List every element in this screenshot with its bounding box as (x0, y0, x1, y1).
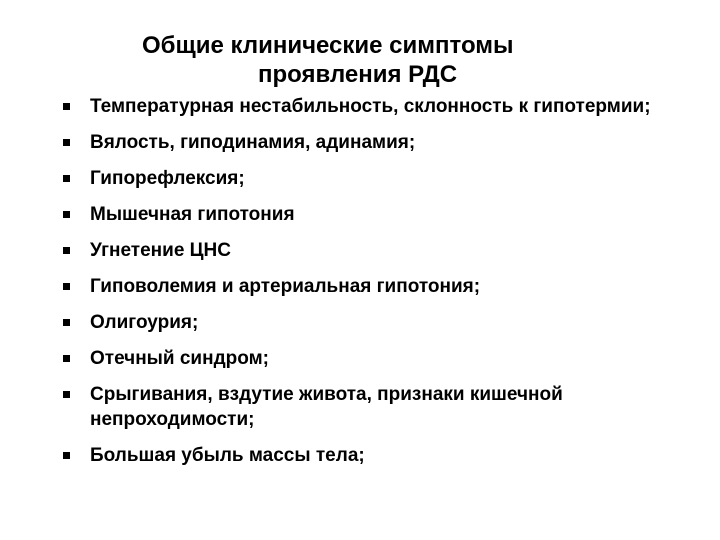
list-item (60, 94, 680, 119)
title-line-1: Общие клинические симптомы (142, 32, 514, 59)
bullet-text: Гипорефлексия; (90, 168, 245, 189)
list-item (60, 238, 680, 263)
square-bullet-icon (63, 452, 70, 459)
square-bullet-icon (63, 355, 70, 362)
bullet-text: Мышечная гипотония (90, 204, 295, 225)
square-bullet-icon (63, 391, 70, 398)
bullet-text: Температурная нестабильность, склонность к гипотермии; (90, 96, 651, 117)
square-bullet-icon (63, 175, 70, 182)
list-item (60, 346, 680, 371)
square-bullet-icon (63, 283, 70, 290)
bullet-text: Олигоурия; (90, 312, 199, 333)
list-item (60, 274, 680, 299)
list-item (60, 382, 680, 432)
list-item (60, 130, 680, 155)
bullet-text: Срыгивания, вздутие живота, признаки кишечной непроходимости; (90, 384, 563, 430)
square-bullet-icon (63, 211, 70, 218)
slide-title (100, 31, 660, 89)
square-bullet-icon (63, 319, 70, 326)
list-item (60, 166, 680, 191)
bullet-text: Вялость, гиподинамия, адинамия; (90, 132, 416, 153)
bullet-text: Большая убыль массы тела; (90, 445, 365, 466)
square-bullet-icon (63, 103, 70, 110)
square-bullet-icon (63, 247, 70, 254)
bullet-text: Отечный синдром; (90, 348, 269, 369)
square-bullet-icon (63, 139, 70, 146)
bullet-list (60, 94, 680, 479)
title-line-2: проявления РДС (258, 61, 458, 88)
list-item (60, 443, 680, 468)
list-item (60, 310, 680, 335)
list-item (60, 202, 680, 227)
bullet-text: Гиповолемия и артериальная гипотония; (90, 276, 481, 297)
bullet-text: Угнетение ЦНС (90, 240, 231, 261)
